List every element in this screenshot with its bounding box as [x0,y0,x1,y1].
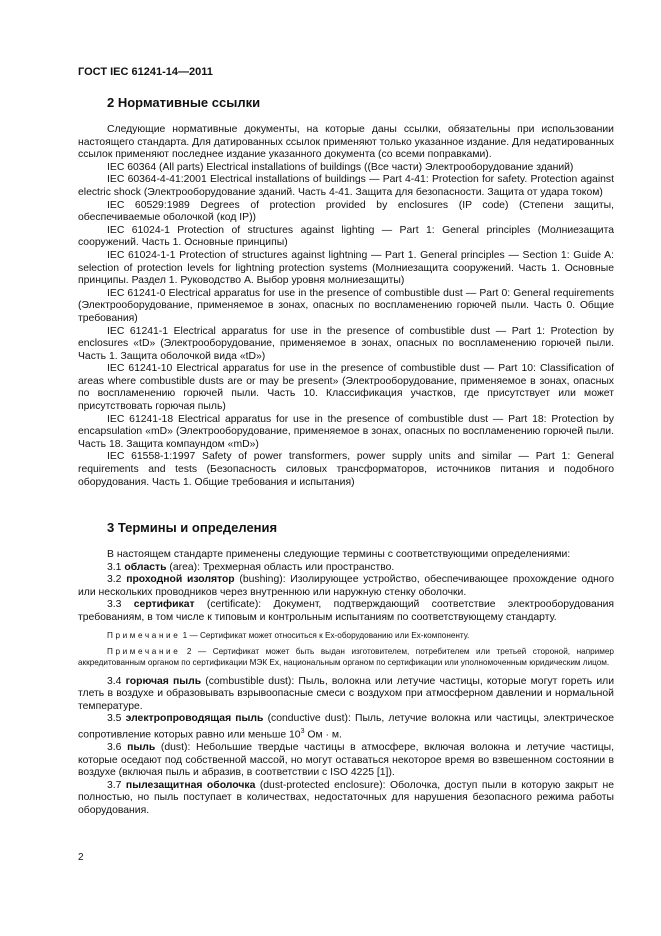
ref-iec-61024-1-1: IEC 61024-1-1 Protection of structures against lightning — Part 1. General principles — Section 1: Guide A: selection of protection levels for lightning protection systems (Молниезащита сооружений. Часть 1. Основные принципы. Раздел 1. Руководство А. Выбор уровня молниезащиты) [78,249,614,287]
section-2-heading: 2 Нормативные ссылки [107,95,261,110]
section-2-body [78,124,614,489]
ref-iec-61241-0: IEC 61241-0 Electrical apparatus for use in the presence of combustible dust — Part 0: General requirements (Электрооборудование, применяемое в зонах, опасных по воспламенению горючей пыли. Часть 0. Общие требования) [78,287,614,324]
term-3-3: 3.3 сертификат (certificate): Документ, подтверждающий соответствие электрооборудования требованиям, в том числе к типовым и контрольным испытаниям по соответствующему стандарту. [78,599,615,623]
term-3-6: 3.6 пыль (dust): Небольшие твердые частицы в атмосфере, включая волокна и летучие частицы, которые оседают под собственной массой, но могут оставаться некоторое время во взвешенном состоянии в воздухе (включая пыль и абразив, в соответствии с ISO 4225 [1]). [78,742,615,779]
ref-intro-paragraph: Следующие нормативные документы, на которые даны ссылки, обязательны при использовании настоящего стандарта. Для датированных ссылок применяют только указанное издание. Для недатированных ссылок применяют последнее издание указанного документа (со всеми поправками). [78,124,614,161]
term-3-2-name: проходной изолятор [126,574,235,586]
ref-iec-60529: IEC 60529:1989 Degrees of protection provided by enclosures (IP code) (Степени защиты, обеспечиваемые оболочкой (код IP)) [78,199,614,224]
term-3-1: 3.1 область (area): Трехмерная область или пространство. [107,561,395,573]
ref-iec-61558-1: IEC 61558-1:1997 Safety of power transformers, power supply units and similar — Part 1: General requirements and tests (Безопасность силовых трансформаторов, источников питания и подобного оборудования. Часть 1. Общие требования и испытания) [78,451,614,488]
term-3-7-name: пылезащитная оболочка [125,779,256,791]
term-3-5: 3.5 электропроводящая пыль (conductive dust): Пыль, летучие волокна или частицы, электрическое сопротивление которых равно или меньше $10^3$ Ом · м. [78,713,614,741]
term-3-7: 3.7 пылезащитная оболочка (dust-protected enclosure): Оболочка, доступ пыли в которую закрыт не полностью, но пыль поступает в количествах, недостаточных для нарушения безопасного режима работы оборудования. [78,779,615,816]
ref-iec-60364: IEC 60364 (All parts) Electrical installations of buildings ((Все части) Электрооборудование зданий) [107,161,574,173]
ref-iec-60364-4-41: IEC 60364-4-41:2001 Electrical installations of buildings — Part 4-41: Protection for safety. Protection against electric shock (Электрооборудование зданий. Часть 4-41. Защита для безопасности. Защита от удара током) [78,174,614,198]
ref-iec-61241-18: IEC 61241-18 Electrical apparatus for use in the presence of combustible dust — Part 18: Protection by encapsulation «mD» (Электрооборудование, применяемое в зонах, опасных по воспламенению горючей пыли. Часть 18. Защита компаундом «mD») [78,413,614,450]
terms-intro: В настоящем стандарте применены следующие термины с соответствующими определениями: [107,549,571,560]
term-3-5-name: электропроводящая пыль [125,713,264,725]
ref-iec-61241-10: IEC 61241-10 Electrical apparatus for use in the presence of combustible dust — Part 10: Classification of areas where combustible dusts are or may be present» (Электрооборудование, применяемое в зонах, опасных по воспламенению горючей пыли. Часть 10. Классификация участков, где присутствует или может присутствовать горючая пыль) [78,363,614,413]
ref-iec-61024-1: IEC 61024-1 Protection of structures against lighting — Part 1: General principles (Молниезащита сооружений. Часть 1. Основные принципы) [78,224,614,249]
note-1: Примечание 1 — Сертификат может относиться к Ex-оборудованию или Ex-компоненту. [107,630,470,640]
term-3-2: 3.2 проходной изолятор (bushing): Изолирующее устройство, обеспечивающее прохождение одного или нескольких проводников через внутреннюю или наружную стенку оболочки. [78,574,615,598]
ref-iec-61241-1: IEC 61241-1 Electrical apparatus for use in the presence of combustible dust — Part 1: Protection by enclosures «tD» (Электрооборудование, применяемое в зонах, опасных по воспламенению горючей пыли. Часть 1. Защита оболочкой вида «tD») [78,325,614,362]
term-3-4: 3.4 горючая пыль (combustible dust): Пыль, волокна или летучие частицы, которые могут гореть или тлеть в воздухе и образовывать взрывоопасные смеси с воздухом при атмосферном давлении и нормальной температуре. [78,675,614,712]
document-header: ГОСТ IEC 61241-14—2011 [78,66,213,78]
page-number: 2 [78,852,84,863]
section-3-heading: 3 Термины и определения [107,520,278,535]
term-3-6-name: пыль [127,742,156,753]
term-3-3-name: сертификат [133,599,195,611]
note-2: Примечание 2 — Сертификат может быть выдан изготовителем, потребителем или третьей стороной, например аккредитованным органом по сертификации МЭК Ex, национальным органом по сертификации или уполномоченным юридическим лицом. [78,646,614,667]
term-3-1-name: область [124,561,167,573]
term-3-4-name: горючая пыль [125,675,202,687]
section-3-body [78,549,614,818]
